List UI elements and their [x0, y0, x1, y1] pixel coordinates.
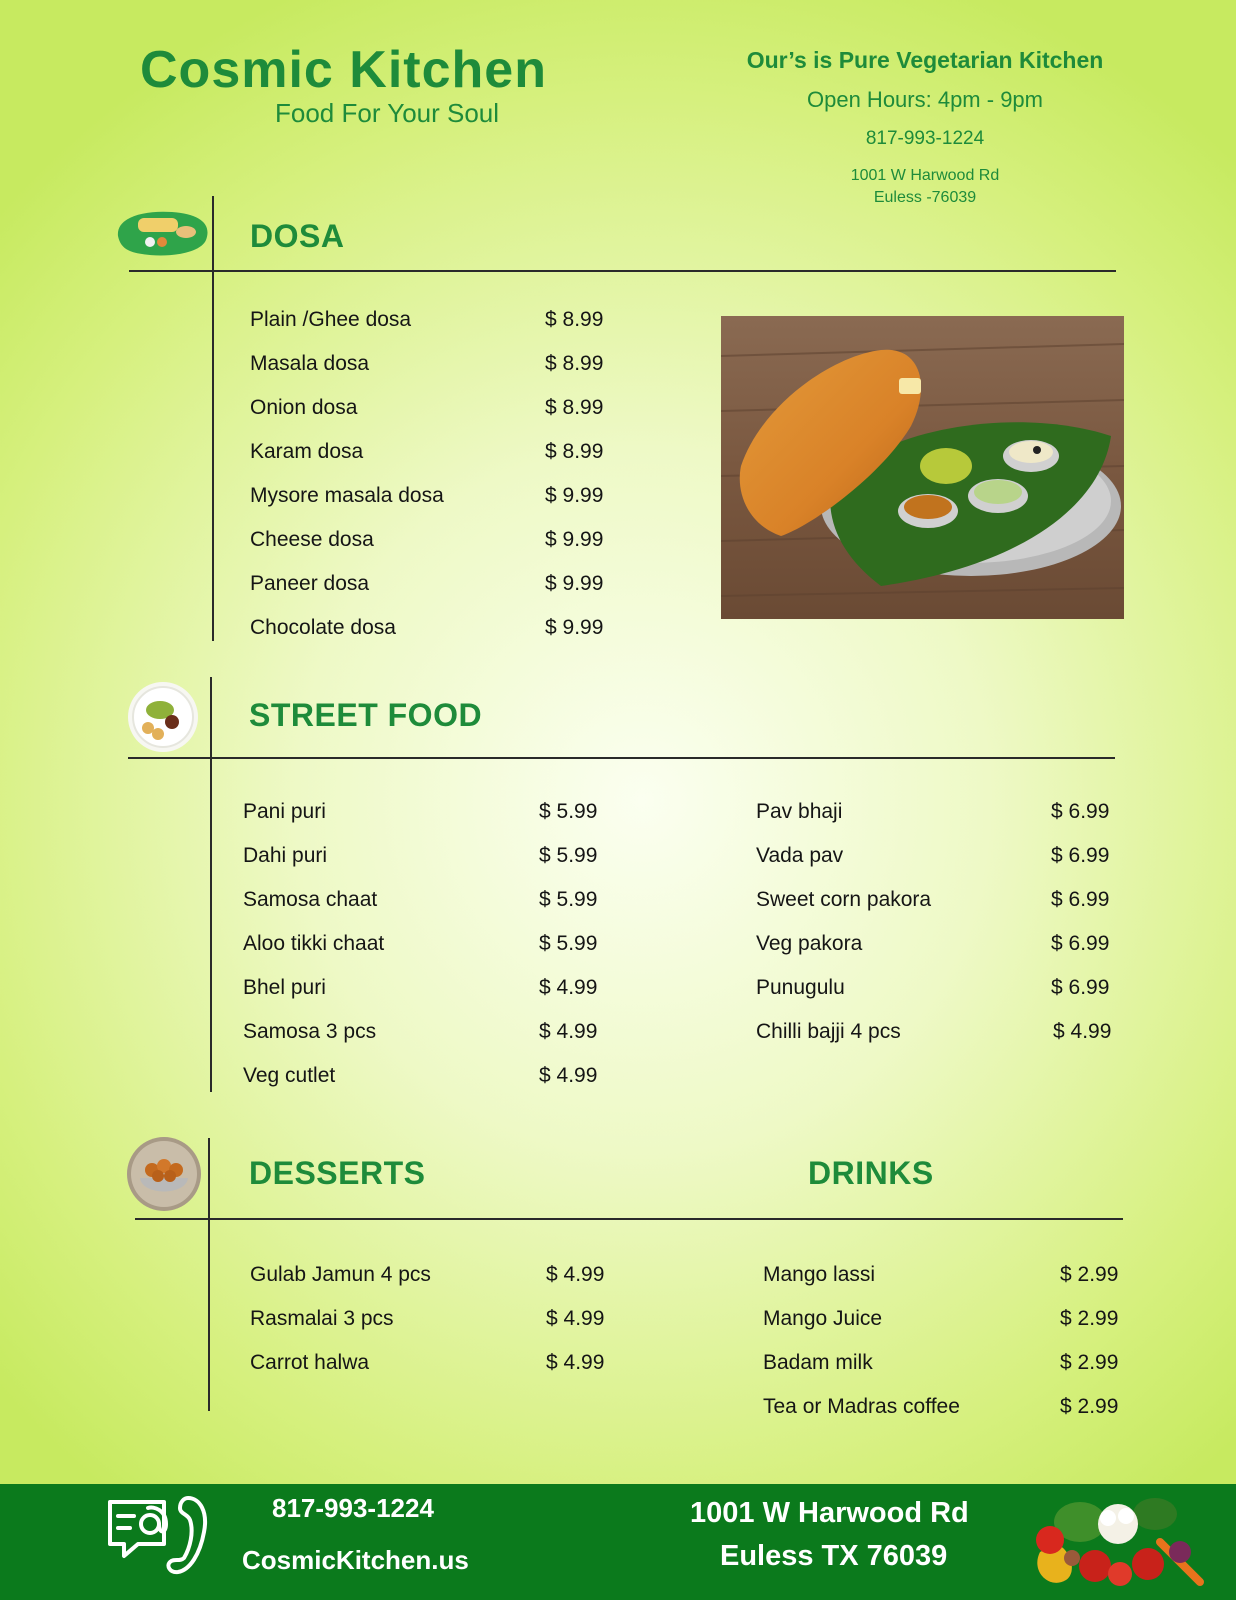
footer-address-line1: 1001 W Harwood Rd [690, 1497, 969, 1529]
item-name: Dahi puri [243, 844, 328, 867]
item-price: $ 5.99 [539, 844, 598, 867]
item-name: Samosa 3 pcs [243, 1020, 377, 1043]
menu-item [763, 1263, 1143, 1307]
item-name: Rasmalai 3 pcs [250, 1307, 394, 1330]
dosa-menu-list [250, 308, 630, 660]
section-title-street-food: STREET FOOD [249, 697, 483, 733]
item-price: $ 8.99 [545, 440, 604, 463]
item-price: $ 4.99 [546, 1351, 605, 1374]
item-name: Masala dosa [250, 352, 370, 375]
menu-item [250, 396, 630, 440]
menu-item [250, 308, 630, 352]
menu-item [763, 1395, 1143, 1439]
item-name: Sweet corn pakora [756, 888, 932, 911]
item-price: $ 5.99 [539, 932, 598, 955]
item-name: Plain /Ghee dosa [250, 308, 412, 331]
dosa-plate-icon [112, 206, 212, 263]
header-phone: 817-993-1224 [865, 128, 985, 149]
item-name: Punugulu [756, 976, 845, 999]
item-name: Gulab Jamun 4 pcs [250, 1263, 431, 1286]
contact-chat-phone-icon [104, 1492, 216, 1583]
vertical-rule-dosa [212, 196, 214, 641]
menu-item [250, 352, 630, 396]
menu-item [243, 844, 633, 888]
item-name: Mango Juice [763, 1307, 883, 1330]
footer-website-link[interactable]: CosmicKitchen.us [242, 1545, 469, 1575]
item-name: Bhel puri [243, 976, 326, 999]
item-price: $ 8.99 [545, 396, 604, 419]
section-title-drinks: DRINKS [808, 1155, 934, 1191]
item-price: $ 2.99 [1060, 1351, 1119, 1374]
drinks-menu-list [763, 1263, 1143, 1439]
item-price: $ 4.99 [539, 1020, 598, 1043]
menu-item [756, 1020, 1136, 1064]
item-price: $ 4.99 [1053, 1020, 1112, 1043]
item-price: $ 6.99 [1051, 888, 1110, 911]
item-price: $ 4.99 [539, 976, 598, 999]
item-price: $ 8.99 [545, 308, 604, 331]
street-food-menu-left [243, 800, 633, 1108]
item-name: Carrot halwa [250, 1351, 370, 1374]
header-address-line1: 1001 W Harwood Rd [850, 167, 1000, 184]
divider-street-food [128, 757, 1115, 759]
item-price: $ 4.99 [539, 1064, 598, 1087]
item-price: $ 6.99 [1051, 976, 1110, 999]
item-price: $ 9.99 [545, 616, 604, 639]
item-price: $ 5.99 [539, 888, 598, 911]
menu-item [250, 440, 630, 484]
vegetables-icon [1020, 1482, 1210, 1600]
item-name: Pav bhaji [756, 800, 843, 823]
brand-subtitle: Food For Your Soul [275, 98, 500, 128]
pani-puri-plate-icon [126, 680, 200, 759]
menu-item [250, 484, 630, 528]
gulab-jamun-bowl-icon [126, 1136, 202, 1217]
menu-item [250, 1263, 630, 1307]
item-price: $ 2.99 [1060, 1263, 1119, 1286]
footer-address-line2: Euless TX 76039 [720, 1540, 948, 1572]
brand-title: Cosmic Kitchen [140, 41, 547, 99]
menu-item [756, 800, 1136, 844]
item-name: Onion dosa [250, 396, 358, 419]
menu-item [250, 1351, 630, 1395]
menu-item [756, 888, 1136, 932]
menu-item [250, 616, 630, 660]
menu-item [250, 1307, 630, 1351]
dosa-photo [721, 316, 1124, 619]
item-name: Cheese dosa [250, 528, 374, 551]
menu-item [243, 888, 633, 932]
section-title-desserts: DESSERTS [249, 1155, 426, 1191]
item-name: Chilli bajji 4 pcs [756, 1020, 901, 1043]
item-price: $ 9.99 [545, 484, 604, 507]
item-price: $ 8.99 [545, 352, 604, 375]
menu-item [250, 572, 630, 616]
item-name: Tea or Madras coffee [763, 1395, 960, 1418]
item-name: Karam dosa [250, 440, 364, 463]
item-price: $ 6.99 [1051, 800, 1110, 823]
item-price: $ 9.99 [545, 528, 604, 551]
item-name: Aloo tikki chaat [243, 932, 385, 955]
item-price: $ 2.99 [1060, 1395, 1119, 1418]
menu-item [763, 1351, 1143, 1395]
item-price: $ 4.99 [546, 1307, 605, 1330]
desserts-menu-list [250, 1263, 630, 1395]
section-title-dosa: DOSA [250, 218, 345, 254]
footer-phone[interactable]: 817-993-1224 [272, 1493, 434, 1523]
item-name: Samosa chaat [243, 888, 378, 911]
divider-desserts-drinks [135, 1218, 1123, 1220]
menu-item [756, 932, 1136, 976]
item-name: Vada pav [756, 844, 844, 867]
item-name: Pani puri [243, 800, 326, 823]
header-address-line2: Euless -76039 [873, 189, 977, 206]
menu-item [250, 528, 630, 572]
menu-item [243, 1064, 633, 1108]
item-name: Mysore masala dosa [250, 484, 444, 507]
item-name: Chocolate dosa [250, 616, 396, 639]
item-price: $ 5.99 [539, 800, 598, 823]
item-name: Badam milk [763, 1351, 873, 1374]
open-hours: Open Hours: 4pm - 9pm [807, 87, 1043, 112]
menu-item [763, 1307, 1143, 1351]
tagline: Our’s is Pure Vegetarian Kitchen [746, 47, 1104, 73]
menu-item [243, 800, 633, 844]
item-price: $ 2.99 [1060, 1307, 1119, 1330]
item-price: $ 6.99 [1051, 844, 1110, 867]
menu-item [243, 1020, 633, 1064]
item-name: Mango lassi [763, 1263, 876, 1286]
item-price: $ 4.99 [546, 1263, 605, 1286]
item-name: Veg pakora [756, 932, 863, 955]
street-food-menu-right [756, 800, 1136, 1064]
menu-item [243, 932, 633, 976]
vertical-rule-street-food [210, 677, 212, 1092]
menu-item [756, 976, 1136, 1020]
item-name: Veg cutlet [243, 1064, 336, 1087]
item-price: $ 9.99 [545, 572, 604, 595]
menu-item [243, 976, 633, 1020]
item-price: $ 6.99 [1051, 932, 1110, 955]
menu-item [756, 844, 1136, 888]
divider-dosa [129, 270, 1116, 272]
vertical-rule-desserts [208, 1138, 210, 1411]
item-name: Paneer dosa [250, 572, 370, 595]
